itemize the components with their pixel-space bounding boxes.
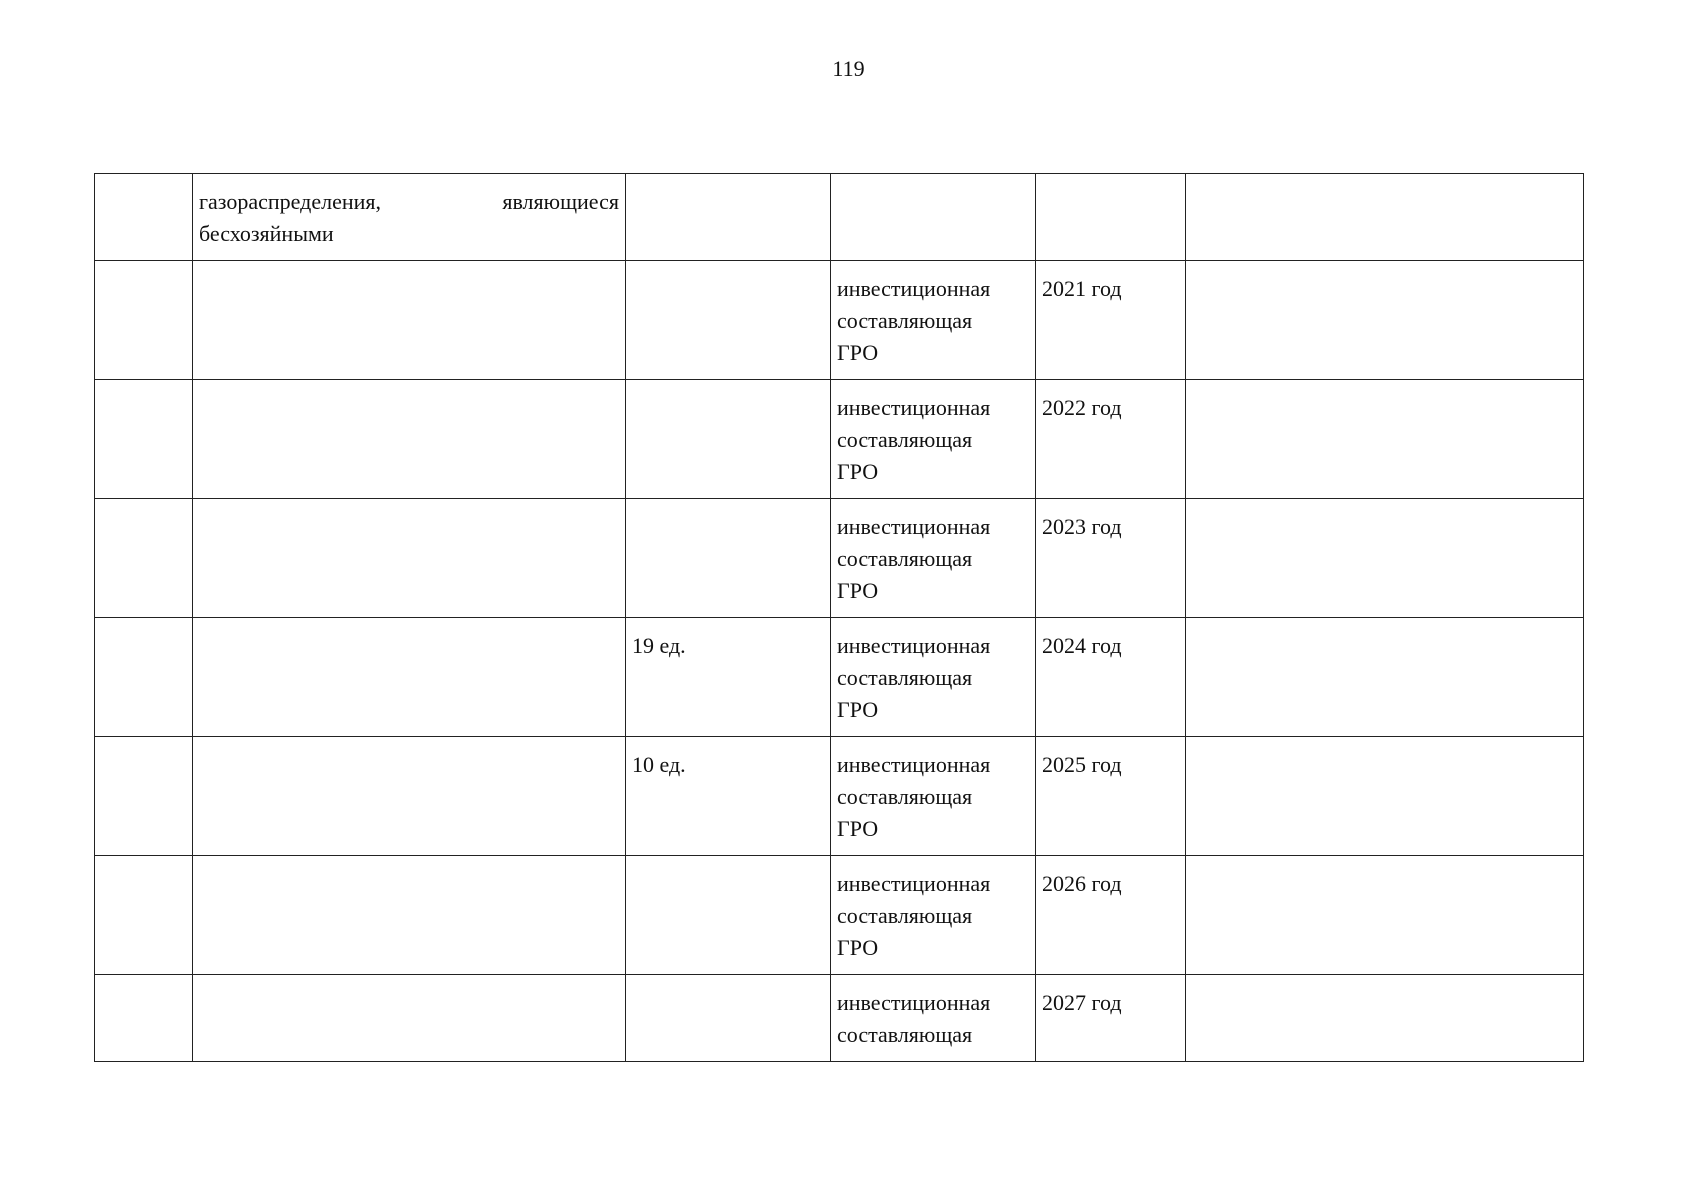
- page-number: 119: [832, 56, 865, 81]
- note-cell: [1186, 380, 1584, 499]
- source-cell: [831, 975, 1036, 1062]
- name-cell: [193, 618, 626, 737]
- number-cell: [95, 737, 193, 856]
- table-row: [95, 380, 1584, 499]
- source-text: составляющая: [837, 427, 973, 452]
- source-text: инвестиционная: [837, 990, 991, 1015]
- source-text: ГРО: [837, 578, 879, 603]
- year-cell: 2022 год: [1036, 380, 1186, 499]
- year-cell: 2021 год: [1036, 261, 1186, 380]
- note-cell: [1186, 856, 1584, 975]
- table-row: [95, 499, 1584, 618]
- source-text: составляющая: [837, 665, 973, 690]
- note-cell: [1186, 499, 1584, 618]
- source-text: ГРО: [837, 340, 879, 365]
- quantity-cell: 10 ед.: [626, 737, 831, 856]
- source-text: составляющая: [837, 546, 973, 571]
- name-cell: [193, 856, 626, 975]
- source-cell: [831, 856, 1036, 975]
- name-text: бесхозяйными: [199, 221, 334, 246]
- source-cell: [831, 380, 1036, 499]
- source-text: ГРО: [837, 697, 879, 722]
- note-cell: [1186, 174, 1584, 261]
- source-text: ГРО: [837, 935, 879, 960]
- name-text: газораспределения,: [199, 189, 381, 214]
- table-row: [95, 174, 1584, 261]
- number-cell: [95, 380, 193, 499]
- table-row: [95, 618, 1584, 737]
- name-cell: [193, 499, 626, 618]
- number-cell: [95, 174, 193, 261]
- year-cell: 2026 год: [1036, 856, 1186, 975]
- number-cell: [95, 856, 193, 975]
- quantity-cell: [626, 856, 831, 975]
- quantity-cell: [626, 499, 831, 618]
- name-cell: [193, 737, 626, 856]
- number-cell: [95, 618, 193, 737]
- table-row: [95, 737, 1584, 856]
- source-text: составляющая: [837, 903, 973, 928]
- source-text: инвестиционная: [837, 752, 991, 777]
- quantity-cell: [626, 174, 831, 261]
- table-row: [95, 856, 1584, 975]
- source-cell: [831, 737, 1036, 856]
- name-text: являющиеся: [502, 189, 619, 214]
- source-text: ГРО: [837, 459, 879, 484]
- source-text: составляющая: [837, 1022, 973, 1047]
- source-cell: [831, 618, 1036, 737]
- note-cell: [1186, 737, 1584, 856]
- quantity-cell: 19 ед.: [626, 618, 831, 737]
- number-cell: [95, 499, 193, 618]
- name-cell: [193, 174, 626, 261]
- source-text: составляющая: [837, 308, 973, 333]
- note-cell: [1186, 618, 1584, 737]
- source-cell: [831, 261, 1036, 380]
- source-text: инвестиционная: [837, 514, 991, 539]
- name-cell: [193, 261, 626, 380]
- source-text: инвестиционная: [837, 871, 991, 896]
- number-cell: [95, 975, 193, 1062]
- note-cell: [1186, 261, 1584, 380]
- source-text: инвестиционная: [837, 395, 991, 420]
- quantity-cell: [626, 975, 831, 1062]
- table-row: [95, 975, 1584, 1062]
- name-cell: [193, 380, 626, 499]
- document-table: [94, 173, 1584, 1062]
- quantity-cell: [626, 380, 831, 499]
- name-cell: [193, 975, 626, 1062]
- source-cell: [831, 174, 1036, 261]
- year-cell: [1036, 174, 1186, 261]
- year-cell: 2025 год: [1036, 737, 1186, 856]
- number-cell: [95, 261, 193, 380]
- year-cell: 2023 год: [1036, 499, 1186, 618]
- source-text: инвестиционная: [837, 276, 991, 301]
- note-cell: [1186, 975, 1584, 1062]
- source-text: составляющая: [837, 784, 973, 809]
- year-cell: 2024 год: [1036, 618, 1186, 737]
- table-row: [95, 261, 1584, 380]
- source-cell: [831, 499, 1036, 618]
- year-cell: 2027 год: [1036, 975, 1186, 1062]
- name-line-1: [199, 186, 619, 218]
- source-text: инвестиционная: [837, 633, 991, 658]
- quantity-cell: [626, 261, 831, 380]
- source-text: ГРО: [837, 816, 879, 841]
